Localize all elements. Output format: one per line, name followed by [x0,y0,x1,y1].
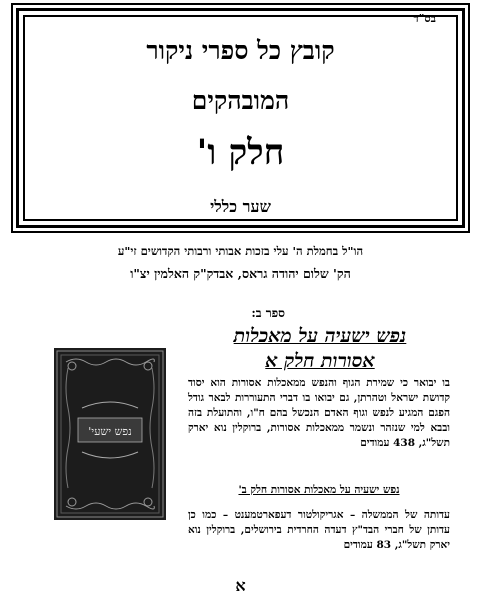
gate-title: שער כללי [210,197,271,216]
author-line: הק' שלום יהודה גראס, אבדק"ק האלמין יצ"ו [130,266,351,281]
book-part2-description: עדותה של הממשלה – אגריקולטור דעפארטמענט – כמו כן עדותן של חברי הבד"ץ דעדה החרדית בירושלים, ברוקלין נוא יארק תשל"ג, 83 עמודים [188,509,450,551]
collection-title-line1: קובץ כל ספרי ניקור [146,36,335,65]
collection-title-line2: המובהקים [191,86,290,115]
book-cover-title: נפש ישעי' [88,425,132,438]
book-description: בו יבואר כי שמירת הגוף והנפש ממאכלות אסורות הוא יסוד קדושת ישראל וטהרתן, גם יבואו בו דברי התעוררות לבאר גודל הפגם המגיע לנפש וגוף האדם הנכשל בהם ח"ו, והתועלת בזה ובבא למי שנזהר ונשמר ממאכלות אסורות, ברוקלין נוא יארק תשל"ג, 438 עמודים [188,377,450,449]
book-title-line2: אסורות חלק א [265,350,375,372]
book-cover-image [54,348,166,520]
page-number: א [235,576,246,595]
book-title [190,324,450,374]
bsd-mark: בס"ד [413,12,436,25]
book-title-line1: נפש ישעיה על מאכלות [233,325,407,347]
part-title: חלק ו' [196,132,285,173]
dedication-line: הו"ל בחמלת ה' עלי בזכות אבותי ורבותי הקדושים זי"ע [117,244,364,258]
book-label: ספר ב: [251,306,285,320]
book-part2-heading: נפש ישעיה על מאכלות אסורות חלק ב' [238,484,400,496]
